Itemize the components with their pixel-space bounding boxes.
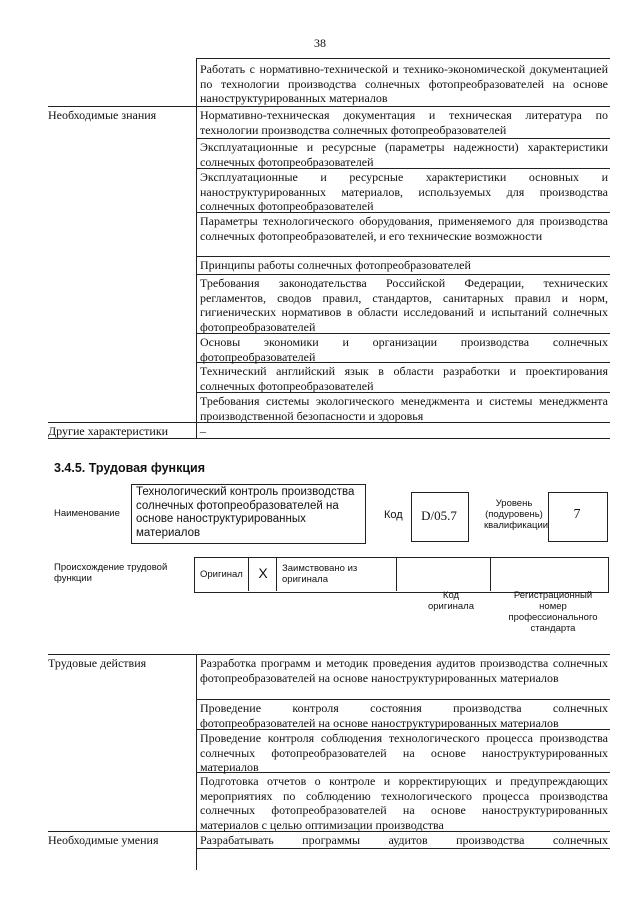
code-label: Код (384, 509, 403, 521)
row-separator (196, 848, 610, 849)
row-separator (48, 422, 610, 423)
code-original-label: Код оригинала (427, 590, 474, 612)
knowledge-item: Принципы работы солнечных фотопреобразователей (200, 258, 471, 272)
table-divider (196, 654, 197, 870)
row-separator (196, 772, 610, 773)
origin-label: Происхождение трудовой функции (54, 562, 168, 584)
skills-label: Необходимые умения (48, 833, 159, 847)
knowledge-item: Основы экономики и организации производства солнечных фотопреобразователей (200, 335, 608, 364)
borrowed-label: Заимствовано из оригинала (282, 563, 358, 585)
row-separator (196, 274, 610, 275)
code-value: D/05.7 (421, 508, 457, 523)
skills-prev-item: Работать с нормативно-технической и технико-экономической документацией по технологии производства солнечных фотопреобразователей на основе наноструктурированных материалов (200, 62, 608, 105)
original-label: Оригинал (200, 569, 243, 580)
row-separator (196, 729, 610, 730)
row-separator (196, 256, 610, 257)
knowledge-item: Требования системы экологического менеджмента и системы менеджмента производственной безопасности и здоровья (200, 394, 608, 423)
row-separator (196, 212, 610, 213)
table-divider (196, 58, 197, 438)
page-number: 38 (314, 36, 326, 50)
skills-item: Разрабатывать программы аудитов производства солнечных (200, 833, 608, 847)
action-item: Разработка программ и методик проведения аудитов производства солнечных фотопреобразователей на основе наноструктурированных материалов (200, 656, 608, 685)
action-item: Проведение контроля соблюдения технологического процесса производства солнечных фотопреобразователей на основе наноструктурированных материалов (200, 731, 608, 774)
action-item: Подготовка отчетов о контроле и корректирующих и предупреждающих мероприятиях по соблюдению технологического процесса производства солнечных фотопреобразователей на основе наноструктурированных материалов с целью оптимизации производства (200, 774, 608, 832)
action-item: Проведение контроля состояния производства солнечных фотопреобразователей на основе наноструктурированных материалов (200, 701, 608, 730)
table-top-line (48, 654, 610, 655)
origin-divider (248, 557, 249, 591)
name-label: Наименование (54, 508, 120, 519)
row-separator (196, 392, 610, 393)
function-name: Технологический контроль производства солнечных фотопреобразователей на основе наноструктурированных материалов (136, 486, 355, 539)
level-value: 7 (573, 507, 581, 522)
origin-divider (396, 557, 397, 591)
knowledge-item: Нормативно-техническая документация и техническая литература по технологии производства солнечных фотопреобразователей (200, 108, 608, 137)
row-separator (48, 831, 610, 832)
knowledge-item: Эксплуатационные и ресурсные (параметры надежности) характеристики солнечных фотопреобразователей (200, 140, 608, 169)
knowledge-label: Необходимые знания (48, 108, 157, 122)
row-separator (48, 438, 610, 439)
row-separator (48, 106, 610, 107)
other-label: Другие характеристики (48, 424, 169, 438)
original-mark: X (258, 565, 268, 581)
row-separator (196, 168, 610, 169)
origin-divider (490, 557, 491, 591)
origin-divider (276, 557, 277, 591)
section-title: 3.4.5. Трудовая функция (54, 461, 206, 475)
knowledge-item: Эксплуатационные и ресурсные характеристики основных и наноструктурированных материалов, используемых для производства солнечных фотопреобразователей (200, 170, 608, 213)
reg-number-label: Регистрационный номер профессионального стандарта (508, 590, 598, 634)
row-separator (196, 333, 610, 334)
knowledge-item: Технический английский язык в области разработки и проектирования солнечных фотопреобразователей (200, 364, 608, 393)
row-separator (196, 362, 610, 363)
actions-label: Трудовые действия (48, 656, 147, 670)
knowledge-item: Требования законодательства Российской Федерации, технических регламентов, сводов правил, стандартов, санитарных правил и норм, гигиенических нормативов в области исследований и испытаний солнечных фотопреобразователей (200, 276, 608, 334)
row-separator (196, 699, 610, 700)
table-top-line (196, 58, 610, 59)
row-separator (196, 138, 610, 139)
other-value: – (200, 424, 206, 438)
knowledge-item: Параметры технологического оборудования, применяемого для производства солнечных фотопреобразователей, и его технические возможности (200, 214, 608, 243)
level-label: Уровень (подуровень) квалификации (484, 498, 549, 531)
